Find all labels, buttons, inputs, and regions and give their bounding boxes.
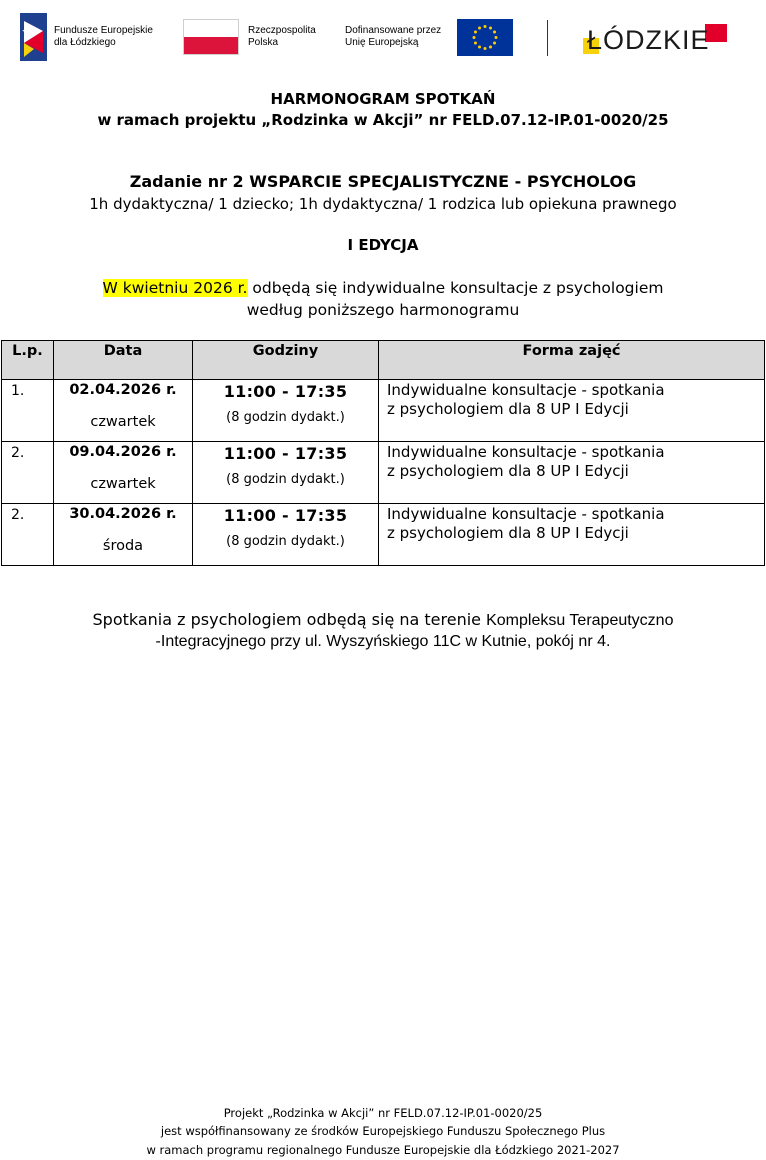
row-date: 02.04.2026 r. bbox=[69, 382, 177, 398]
intro-line2: według poniższego harmonogramu bbox=[246, 301, 520, 319]
page-title: HARMONOGRAM SPOTKAŃ bbox=[270, 90, 496, 108]
row-forma-line2: z psychologiem dla 8 UP I Edycji bbox=[387, 400, 629, 418]
task-subtitle: 1h dydaktyczna/ 1 dziecko; 1h dydaktyczna/ 1 rodzica lub opiekuna prawnego bbox=[89, 195, 677, 213]
eu-star-icon bbox=[493, 31, 496, 34]
location-line1-a: Spotkania z psychologiem odbędą się na terenie bbox=[92, 610, 487, 629]
row-hours-note: (8 godzin dydakt.) bbox=[226, 472, 345, 487]
eu-flag-icon bbox=[457, 19, 513, 56]
ue-line1: Dofinansowane przez bbox=[345, 25, 442, 36]
row-date: 30.04.2026 r. bbox=[69, 506, 177, 522]
eu-star-icon bbox=[495, 36, 498, 39]
header-godziny: Godziny bbox=[193, 341, 379, 380]
logo-strip bbox=[0, 12, 766, 68]
fe-line2: dla Łódzkiego bbox=[54, 37, 116, 48]
unia-europejska-logo bbox=[345, 19, 515, 57]
footer-line2: jest współfinansowany ze środków Europejskiego Funduszu Społecznego Plus bbox=[160, 1124, 606, 1138]
eu-star-icon bbox=[484, 47, 487, 50]
lodzkie-logo bbox=[583, 22, 733, 58]
eu-star-icon bbox=[484, 25, 487, 28]
eu-star-icon bbox=[493, 42, 496, 45]
intro-rest: odbędą się indywidualne konsultacje z psychologiem bbox=[247, 279, 664, 297]
edition-heading: I EDYCJA bbox=[347, 236, 419, 254]
row-forma-line1: Indywidualne konsultacje - spotkania bbox=[387, 443, 665, 461]
eu-star-icon bbox=[478, 46, 481, 49]
eu-star-icon bbox=[474, 31, 477, 34]
row-lp: 2. bbox=[11, 507, 25, 523]
row-day: środa bbox=[102, 538, 144, 554]
ue-logo-text bbox=[345, 25, 441, 49]
intro-highlight: W kwietniu 2026 r. bbox=[102, 279, 248, 297]
header-data: Data bbox=[54, 341, 193, 380]
row-forma-line1: Indywidualne konsultacje - spotkania bbox=[387, 505, 665, 523]
row-forma-line1: Indywidualne konsultacje - spotkania bbox=[387, 381, 665, 399]
location-line2: -Integracyjnego przy ul. Wyszyńskiego 11C w Kutnie, pokój nr 4. bbox=[155, 633, 611, 650]
polish-flag-icon bbox=[183, 19, 239, 55]
table-row bbox=[2, 504, 765, 566]
row-hours: 11:00 - 17:35 bbox=[223, 506, 348, 525]
row-hours: 11:00 - 17:35 bbox=[223, 444, 348, 463]
table-row bbox=[2, 442, 765, 504]
lodzkie-wordmark: ŁÓDZKIE bbox=[587, 25, 710, 55]
row-forma bbox=[379, 380, 764, 419]
rp-line2: Polska bbox=[248, 37, 279, 48]
row-hours-note: (8 godzin dydakt.) bbox=[226, 534, 345, 549]
fe-logo-text bbox=[54, 25, 153, 49]
footer-line1: Projekt „Rodzinka w Akcji” nr FELD.07.12-IP.01-0020/25 bbox=[223, 1106, 543, 1120]
page-subtitle: w ramach projektu „Rodzinka w Akcji” nr FELD.07.12-IP.01-0020/25 bbox=[97, 111, 669, 129]
table-header-row bbox=[2, 341, 765, 380]
footer-line3: w ramach programu regionalnego Fundusze Europejskie dla Łódzkiego 2021-2027 bbox=[146, 1143, 620, 1157]
row-hours: 11:00 - 17:35 bbox=[223, 382, 348, 401]
eu-star-icon bbox=[489, 26, 492, 29]
row-date: 09.04.2026 r. bbox=[69, 444, 177, 460]
table-row bbox=[2, 380, 765, 442]
row-lp: 1. bbox=[11, 383, 25, 399]
header-forma: Forma zajęć bbox=[379, 341, 765, 380]
header-lp: L.p. bbox=[2, 341, 54, 380]
row-lp: 2. bbox=[11, 445, 25, 461]
row-forma-line2: z psychologiem dla 8 UP I Edycji bbox=[387, 524, 629, 542]
row-day: czwartek bbox=[90, 414, 156, 430]
row-day: czwartek bbox=[90, 476, 156, 492]
rp-line1: Rzeczpospolita bbox=[248, 25, 316, 36]
fundusze-europejskie-logo bbox=[20, 13, 180, 63]
fe-line1: Fundusze Europejskie bbox=[54, 25, 153, 36]
rp-logo-text bbox=[248, 25, 316, 49]
row-forma bbox=[379, 504, 764, 543]
location-line1 bbox=[0, 609, 766, 631]
schedule-table bbox=[1, 340, 765, 566]
row-forma bbox=[379, 442, 764, 481]
eu-star-icon bbox=[489, 46, 492, 49]
eu-star-icon bbox=[473, 36, 476, 39]
eu-star-icon bbox=[478, 26, 481, 29]
logo-divider bbox=[547, 20, 548, 56]
fe-star-icon bbox=[20, 13, 47, 61]
row-forma-line2: z psychologiem dla 8 UP I Edycji bbox=[387, 462, 629, 480]
task-title: Zadanie nr 2 WSPARCIE SPECJALISTYCZNE - PSYCHOLOG bbox=[129, 172, 637, 191]
ue-line2: Unię Europejską bbox=[345, 37, 419, 48]
location-line1-b: Kompleksu Terapeutyczno bbox=[486, 612, 674, 629]
rzeczpospolita-logo bbox=[183, 19, 333, 57]
eu-star-icon bbox=[474, 42, 477, 45]
intro-line1 bbox=[0, 278, 766, 299]
row-hours-note: (8 godzin dydakt.) bbox=[226, 410, 345, 425]
